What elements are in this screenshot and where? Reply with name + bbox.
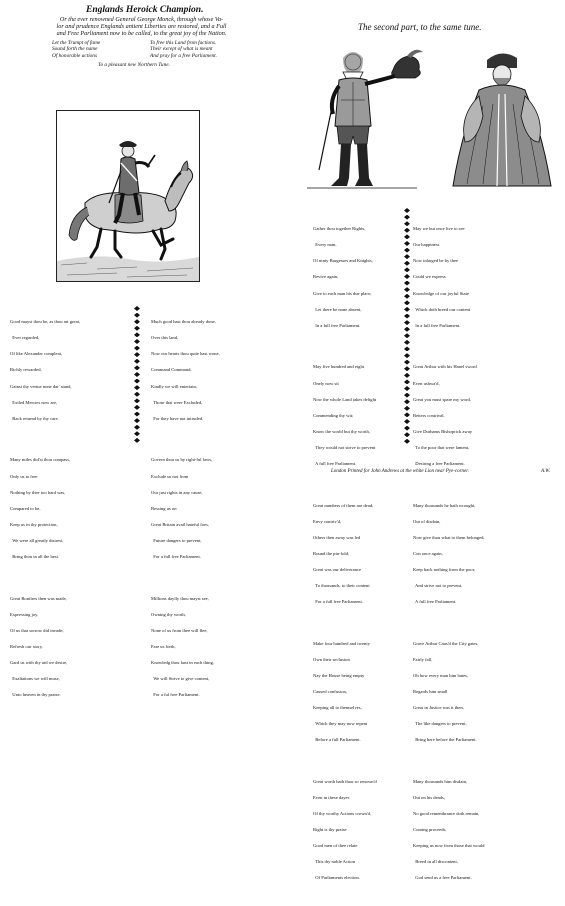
verse-line: Every man,	[313, 242, 337, 248]
verse-line: Good men of thee relate	[313, 842, 358, 848]
stanza	[313, 354, 377, 477]
verse-line: Keeping us now from those that would	[413, 842, 485, 848]
verse-line: Bring here before the Parliament.	[413, 736, 477, 742]
verse-line: Right is thy praise	[313, 826, 347, 832]
stanza	[313, 492, 377, 615]
verse-line: Back returnd by thy care.	[10, 415, 59, 421]
verse-line: Revive again,	[313, 274, 339, 280]
verse-line: They would not strive to prevent	[313, 444, 376, 450]
verse-line: Before a full Parliament.	[313, 736, 361, 742]
verse-line: We were all greatly distrest,	[10, 537, 64, 543]
ornament-divider	[404, 208, 410, 445]
verse-line: Out of disdain,	[413, 518, 441, 524]
ballad-subtitle	[14, 16, 269, 38]
verse-line: Give to each man his due place,	[313, 290, 372, 296]
verse-line: Great Arthur with his Hanel sword	[413, 364, 477, 370]
stanza	[313, 768, 377, 891]
gentleman-image	[297, 40, 435, 198]
ballad-title: Englands Heroick Champion.	[86, 5, 204, 15]
verse-line: Could we express	[413, 274, 446, 280]
stanza	[10, 447, 80, 570]
verse-line: Now the whole Land takes delight	[313, 396, 377, 402]
verse-line: Oh how every man him hates,	[413, 672, 469, 678]
stanza	[413, 768, 485, 891]
verse-line: Which doth breed our content	[413, 306, 471, 312]
verse-line: Command Command,	[151, 367, 192, 373]
verse-line: Make four hundred and twenty	[313, 640, 370, 646]
verse-line: Compared to be,	[10, 505, 41, 511]
stanza	[413, 354, 485, 477]
verse-line: Now our hearts thou quite hast wone,	[151, 351, 220, 357]
tune-line: Their except of what is meant	[150, 46, 213, 53]
verse-line: Of us that sorrow did invade,	[10, 627, 64, 633]
woodcut-robed-figure	[443, 46, 559, 192]
verse-line: For a full free Parliament.	[151, 553, 201, 559]
verse-line: Even ushwa'd,	[413, 380, 440, 386]
verse-line: We will Strive to give content,	[151, 675, 210, 681]
imprint-initials: A.W.	[541, 469, 551, 474]
verse-line: Knowledge of our joyful State	[413, 290, 469, 296]
verse-line: Our happiness	[413, 242, 440, 248]
robed-figure-image	[443, 46, 559, 192]
verse-line: Own their seclusion	[313, 656, 350, 662]
verse-line: For they have not intruded.	[151, 415, 204, 421]
verse-line: Betters contrival,	[413, 412, 445, 418]
verse-column-2	[151, 298, 220, 723]
verse-line: Unto heaven in thy praise.	[10, 691, 61, 697]
stanza	[151, 585, 220, 708]
second-part-title: The second part, to the same tune.	[358, 22, 482, 32]
verse-line: None of us from thee will flee,	[151, 627, 208, 633]
verse-line: In a full free Parliament.	[413, 322, 461, 328]
verse-line: Ever regarded,	[10, 335, 40, 341]
tune-line: And pray for a free Parliament.	[150, 52, 217, 59]
verse-line: Govern thou us by right-ful laws,	[151, 457, 213, 463]
verse-line: Great Bonfires then was made,	[10, 595, 67, 601]
verse-line: Regards him small	[413, 688, 448, 694]
verse-line: Gainst thy vertue none dar' stand,	[10, 383, 72, 389]
verse-line: To thousands, to their content	[313, 582, 370, 588]
verse-line: To the poor that were lament,	[413, 444, 470, 450]
stanza	[10, 585, 80, 708]
verse-line: Of Parliaments election.	[313, 874, 360, 880]
verse-line: Expressing joy,	[10, 611, 39, 617]
verse-line: Owning thy worth,	[151, 611, 186, 617]
verse-line: Great was our deliverance	[313, 566, 362, 572]
verse-line: Great you must spare my word,	[413, 396, 471, 402]
verse-line: Give Durhams Bishoprick away	[413, 428, 473, 434]
tune-line: To free this Land from factions.	[150, 40, 217, 46]
verse-line: Keeping all to themselves,	[313, 704, 362, 710]
subtitle-line: and Free Parliament now to be called, to the great joy of the Nation.	[56, 30, 227, 38]
verse-line: Gather thou together Rights,	[313, 226, 366, 232]
verse-line: For a ful free Parliament.	[151, 691, 200, 697]
verse-line: Now give thou what to them belonged,	[413, 534, 485, 540]
left-page	[0, 0, 283, 697]
stanza	[151, 447, 220, 570]
stanza	[313, 216, 377, 339]
verse-line: Bessing us on	[151, 505, 177, 511]
verse-line: May we but once live to see	[413, 226, 465, 232]
tune-line: Sound forth the name	[52, 46, 98, 53]
ornament-divider	[134, 306, 140, 444]
verse-line: Great Britain avail hateful foes,	[151, 521, 210, 527]
verse-column-2	[413, 205, 485, 906]
verse-line: A full free Parliament.	[313, 460, 357, 466]
verse-line: In a full free Parliament.	[313, 322, 361, 328]
verse-line: Kindly we will entertain,	[151, 383, 197, 389]
verse-line: Exclude us not from	[151, 473, 189, 479]
verse-line: Our just rights in any cause,	[151, 489, 203, 495]
verse-line: Breed in all discontent,	[413, 858, 458, 864]
verse-line: Great in Justice was it then,	[413, 704, 464, 710]
stanza	[413, 216, 485, 339]
verse-line: Good mayst thou be, as thou art great,	[10, 319, 81, 325]
verse-line: Onely now sit	[313, 380, 339, 386]
verse-line: Refresh our story,	[10, 643, 43, 649]
stanza	[10, 309, 80, 432]
verse-line: Round the pin-fold,	[313, 550, 350, 556]
subtitle-line: Or the ever renowned General George Monck, through whose Va-	[59, 16, 224, 23]
verse-line: Caused confusion,	[313, 688, 347, 694]
verse-line: Of like Alexander compleat,	[10, 351, 63, 357]
tune-verse-right	[150, 40, 217, 59]
woodcut-horseman	[56, 110, 200, 282]
verse-line: Of thy worthy Actions crown'd,	[313, 810, 372, 816]
stanza	[313, 630, 377, 753]
verse-line: Out on his deads,	[413, 794, 445, 800]
verse-line: Over this land,	[151, 335, 179, 341]
verse-line: Coming proceeds,	[413, 826, 447, 832]
verse-column-1	[10, 298, 80, 723]
verse-line: May five hundred and eight	[313, 364, 365, 370]
verse-line: Great worth hath thou so renown'd	[313, 778, 377, 784]
verse-line: Know the world but thy worth,	[313, 428, 370, 434]
verse-line: Millions daylly thou mayst see,	[151, 595, 209, 601]
verse-line: Others then away was led	[313, 534, 361, 540]
verse-line: Richly rewarded,	[10, 367, 42, 373]
verse-line: Even in these dayes	[313, 794, 350, 800]
verse-line: Con once again,	[413, 550, 443, 556]
verse-line: Only us to free	[10, 473, 38, 479]
verse-line: Those that were Excluded,	[151, 399, 203, 405]
verse-line: Commending thy wit;	[313, 412, 354, 418]
verse-line: Bring thou in all the best.	[10, 553, 59, 559]
horseman-image	[57, 111, 199, 281]
tune-line: Of honorable actions	[52, 52, 98, 59]
verse-line: Nothing by thee too hard was,	[10, 489, 66, 495]
verse-line: Many miles did'st thou compass,	[10, 457, 71, 463]
verse-line: Desiring a free Parliament.	[413, 460, 465, 466]
verse-line: Knowledg thou hast in each thing,	[151, 659, 215, 665]
verse-line: A full free Parliament.	[413, 598, 457, 604]
verse-line: Envy contriv'd,	[313, 518, 342, 524]
verse-line: Fairly fall,	[413, 656, 433, 662]
verse-line: Exiled Mercies now are,	[10, 399, 58, 405]
subtitle-line: lor and prudence Englands antient Liberties are restored, and a Full	[56, 23, 227, 31]
verse-line: Many thousands him disdain,	[413, 778, 468, 784]
verse-line: No good remembrance doth remain,	[413, 810, 480, 816]
verse-line: Nay the House being empty	[313, 672, 365, 678]
verse-line: Much good hast thou already done,	[151, 319, 216, 325]
verse-line: Gard us with thy aid we desire,	[10, 659, 68, 665]
verse-line: Grave Arthur Caus'd the City gates,	[413, 640, 479, 646]
verse-line: Future dangers to prevent,	[151, 537, 202, 543]
tune-verse-left	[52, 40, 100, 59]
verse-column-1	[313, 205, 377, 906]
stanza	[413, 492, 485, 615]
verse-line: God send us a free Parliament.	[413, 874, 472, 880]
verse-line: The like dangers to prevent,	[413, 720, 467, 726]
tune-name: To a pleasant new Northern Tune.	[98, 62, 170, 68]
verse-line: Let there be none absent,	[313, 306, 362, 312]
stanza	[413, 630, 485, 753]
tune-line: Let the Trumpt of fame	[52, 40, 101, 46]
right-page	[283, 0, 565, 880]
verse-line: This thy noble Action	[313, 858, 356, 864]
verse-line: Many thousands he hath wrought,	[413, 502, 476, 508]
verse-line: Keep us in thy protection,	[10, 521, 58, 527]
stanza	[151, 309, 220, 432]
verse-line: Fare us forth,	[151, 643, 176, 649]
imprint: London Printed for John Andrews at the white Lion near Pye-corner.	[331, 469, 469, 474]
woodcut-standing-gentleman	[297, 40, 435, 198]
verse-line: For a full free Parliament.	[313, 598, 363, 604]
verse-line: Exaltations we will muse,	[10, 675, 60, 681]
verse-line: Keep back nothing from the poor,	[413, 566, 476, 572]
verse-line: And strive not to prevent,	[413, 582, 463, 588]
verse-line: Which they may now repent	[313, 720, 368, 726]
verse-line: Now inlarged be by thee	[413, 258, 459, 264]
verse-line: Of ninty Burgesses and Knights,	[313, 258, 373, 264]
verse-line: Great numbers of them are dead,	[313, 502, 374, 508]
